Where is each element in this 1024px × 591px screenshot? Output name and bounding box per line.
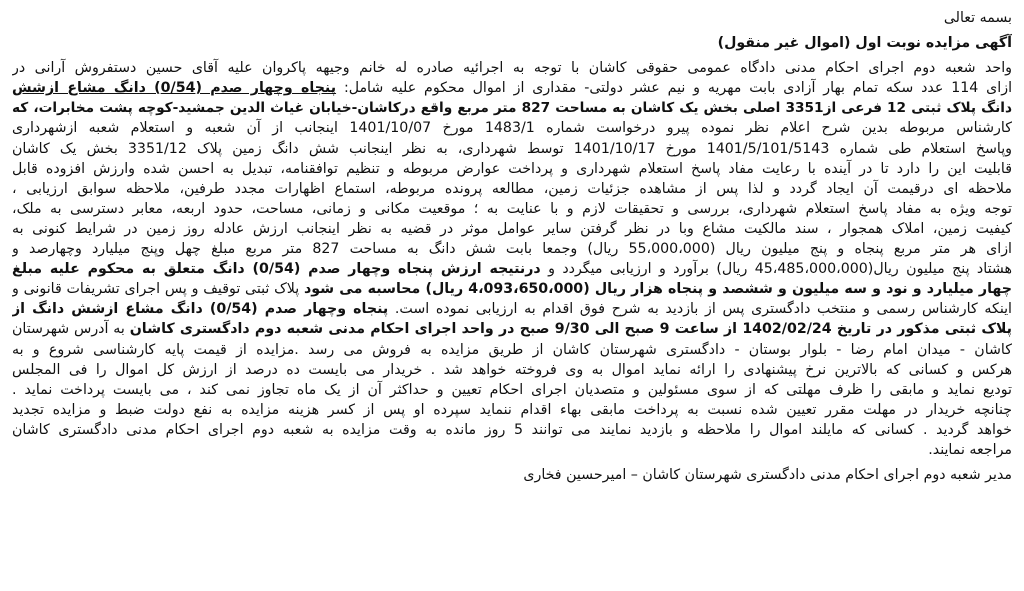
body-line: مراجعه نمایند. xyxy=(928,441,1012,458)
body-line: قابلیت این را دارد تا در آینده با رعایت مفاد پاسخ استعلام شهرداری و پرداخت عوارض مربوطه و تنظیم توافقنامه، تبدیل به احسن شده وارزش افزوده قابل xyxy=(12,160,1012,177)
body-line: تودیع نماید و مابقی را ظرف مهلتی که از سوی مسئولین و متصدیان اجرای احکام تعیین و حداکثر آن از یک ماه تجاوز نمی کند ، می بایست پرداخت نماید . xyxy=(12,381,1012,398)
body-line: کیفیت زمین، املاک همجوار ، سند مالکیت مشاع وبا در نظر گرفتن سایر عوامل موثر در قضیه به نظر اینجانب ارزش عادله روز زمین در شرایط کنونی به xyxy=(12,220,1012,237)
notice-body xyxy=(12,58,1012,460)
body-line: ازای هر متر مربع پنجاه و پنج میلیون ریال (55،000،000 ریال) وجمعا بابت شش دانگ به مساحت 827 متر مربع مبلغ چهل وپنج میلیارد وچهارصد و xyxy=(12,241,1012,258)
body-line: دانگ پلاک ثبتی 12 فرعی از3351 اصلی بخش یک کاشان به مساحت 827 متر مربع واقع درکاشان-خیابان غیاث الدین جمشید-کوچه پشت مخابرات، که xyxy=(12,100,1012,117)
body-line xyxy=(12,78,1012,98)
body-line: کاشان - میدان امام رضا - بلوار بوستان - دادگستری شهرستان کاشان از طریق مزایده به فروش می رسد .مزایده از قیمت پایه کارشناسی شروع و به xyxy=(12,341,1012,358)
body-line: کارشناس مربوطه بدین شرح اعلام نظر نموده پیرو درخواست شماره 1483/1 مورخ 1401/10/07 اینجانب از آن شعبه و استعلام شعبه ازشهرداری xyxy=(12,120,1012,137)
notice-title: آگهی مزایده نوبت اول (اموال غیر منقول) xyxy=(717,35,1012,52)
body-text: پلاک ثبتی توقیف و پس اجرای تشریفات قانونی و xyxy=(12,281,300,298)
body-text: به آدرس شهرستان xyxy=(12,321,125,338)
body-text: هشتاد پنج میلیون ریال(45،485،000،000 ریال) برآورد و ارزیابی میگردد و xyxy=(548,261,1012,278)
body-text-bold: پلاک ثبتی مذکور در تاریخ 1402/02/24 از ساعت 9 صبح الی 9/30 صبح در واحد اجرای احکام مدنی شعبه دوم دادگستری کاشان xyxy=(129,321,1012,338)
body-text-bold: پنجاه وچهار صدم (0/54) دانگ مشاع ازشش دانگ از xyxy=(12,301,389,318)
body-text-bold: درنتیجه ارزش پنجاه وچهار صدم (0/54) دانگ متعلق به محکوم علیه مبلغ xyxy=(12,261,541,278)
body-line: ملاحظه ای درقیمت آن ایجاد گردد و لذا پس از مشاهده جزئیات زمین، مطالعه پرونده مربوطه، استماع اظهارات مجدد طرفین، ملاحظه سوابق ارزیابی ، xyxy=(12,180,1012,197)
body-line: واحد شعبه دوم اجرای احکام مدنی دادگاه عمومی حقوقی کاشان با توجه به اجرائیه صادره له خانم وجیهه پاکروان علیه آقای حسین دستفروش آرانی در xyxy=(12,60,1012,77)
basmala: بسمه تعالی xyxy=(943,10,1012,26)
body-text: اینکه کارشناس رسمی و منتخب دادگستری پس از بازدید به شرح فوق اقدام به ارزیابی نموده است. xyxy=(394,301,1012,318)
body-text-bold: چهار میلیارد و نود و سه میلیون و ششصد و پنجاه هزار ریال (4،093،650،000 ریال) محاسبه می شود xyxy=(304,281,1012,298)
body-line xyxy=(12,259,1012,279)
body-line: چنانچه خریدار در مهلت مقرر تعیین شده نسبت به پرداخت مابقی بهاء اقدام ننماید سپرده او پس از کسر هزینه مزایده به نفع دولت ضبط و مزایده تجدید xyxy=(12,401,1012,418)
body-line: خواهد گردید . کسانی که مایلند اموال را ملاحظه و بازدید نمایند می توانند 5 روز مانده به وقت مزایده به شعبه دوم اجرای احکام مدنی دادگستری کاشان xyxy=(12,421,1012,438)
body-line xyxy=(12,299,1012,319)
body-text: ازای 114 عدد سکه تمام بهار آزادی بابت مهریه و نیم عشر دولتی- مقداری از اموال محکوم علیه شامل: xyxy=(343,80,1012,97)
body-line: وپاسخ استعلام طی شماره 1401/5/101/5143 مورخ 1401/10/17 توسط شهرداری، به نظر اینجانب شش دانگ زمین پلاک 3351/12 بخش یک کاشان xyxy=(12,140,1012,157)
body-line: توجه ویژه به مفاد پاسخ استعلام شهرداری، بررسی و تحقیقات لازم و با عنایت به ؛ موقعیت مکانی و زمانی، مساحت، حدود اربعه، معابر دسترسی به ملک، xyxy=(12,200,1012,217)
body-line xyxy=(12,279,1012,299)
body-line xyxy=(12,319,1012,339)
body-text-bold: پنجاه وچهار صدم (0/54) دانگ مشاع ازشش xyxy=(12,80,337,97)
signature: مدیر شعبه دوم اجرای احکام مدنی دادگستری شهرستان کاشان – امیرحسین فخاری xyxy=(523,467,1012,484)
body-line: هرکس و کسانی که بالاترین نرخ پیشنهادی را ارائه نماید اموال به وی فروخته خواهد شد . خریدار می بایست ده درصد از ارزش کل اموال را فی المجلس xyxy=(12,361,1012,378)
